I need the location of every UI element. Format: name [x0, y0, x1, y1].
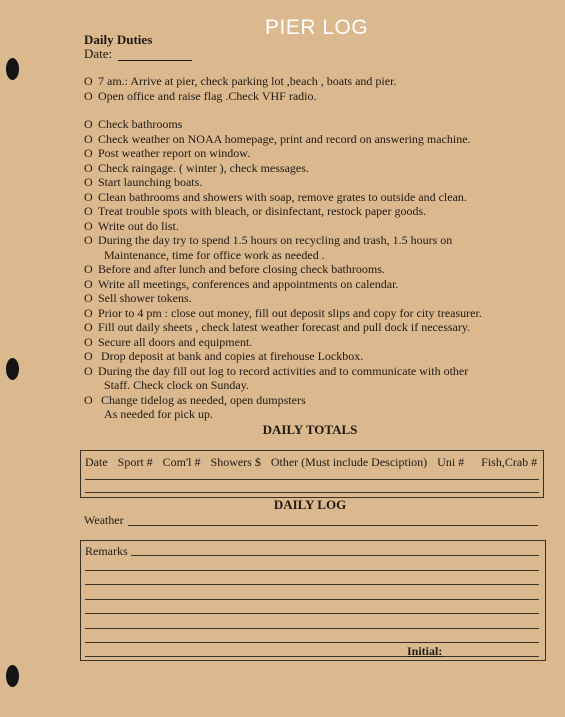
binder-hole — [6, 665, 19, 687]
daily-log-title: DAILY LOG — [273, 497, 347, 512]
remarks-line[interactable] — [85, 628, 539, 629]
duty-item: O Start launching boats. — [84, 175, 203, 189]
checkbox-circle[interactable]: O — [84, 305, 93, 320]
checkbox-circle[interactable]: O — [84, 146, 93, 160]
checkbox-circle[interactable]: O — [84, 334, 93, 349]
duty-item: O Open office and raise flag .Check VHF radio. — [84, 88, 317, 103]
checkbox-circle[interactable]: O — [84, 88, 93, 103]
duty-item: O During the day try to spend 1.5 hours on recycling and trash, 1.5 hours on Maintenance, time for office work as needed . — [84, 233, 453, 262]
weather-label: Weather — [84, 513, 124, 527]
duty-item: O Check raingage. ( winter ), check messages. — [84, 160, 309, 175]
column-uni: Uni # — [437, 455, 465, 469]
column-other: Other (Must include Desciption) — [270, 455, 428, 469]
remarks-line[interactable] — [85, 656, 539, 657]
duty-item: O Fill out daily sheets , check latest weather forecast and pull dock if necessary. — [84, 320, 471, 334]
duty-item: O Before and after lunch and before closing check bathrooms. — [84, 262, 385, 276]
duty-item: O Change tidelog as needed, open dumpsters As needed for pick up. — [84, 392, 306, 421]
duty-item: O Treat trouble spots with bleach, or disinfectant, restock paper goods. — [84, 204, 427, 218]
checkbox-circle[interactable]: O — [84, 131, 93, 146]
duties-title: Daily Duties — [84, 32, 153, 47]
checkbox-circle[interactable]: O — [84, 175, 93, 189]
checkbox-circle[interactable]: O — [84, 160, 93, 175]
date-field-line[interactable] — [118, 60, 192, 61]
binder-hole — [6, 358, 19, 380]
totals-entry-line[interactable] — [85, 492, 539, 493]
checkbox-circle[interactable]: O — [84, 262, 93, 276]
initial-label: Initial: — [407, 644, 443, 658]
duty-item: O Check weather on NOAA homepage, print and record on answering machine. — [84, 131, 471, 146]
column-showers: Showers $ — [210, 455, 261, 469]
checkbox-circle[interactable]: O — [84, 204, 93, 218]
daily-totals-box — [80, 450, 544, 498]
remarks-line[interactable] — [85, 642, 539, 643]
duties-list — [84, 74, 544, 422]
checkbox-circle[interactable]: O — [84, 392, 93, 407]
checkbox-circle[interactable]: O — [84, 363, 93, 378]
checkbox-circle[interactable]: O — [84, 189, 93, 204]
remarks-line[interactable] — [131, 555, 539, 556]
duty-item: O 7 am.: Arrive at pier, check parking lot ,beach , boats and pier. — [84, 74, 397, 88]
remarks-line[interactable] — [85, 599, 539, 600]
remarks-line[interactable] — [85, 584, 539, 585]
checkbox-circle[interactable]: O — [84, 291, 93, 305]
binder-hole — [6, 58, 19, 80]
checkbox-circle[interactable]: O — [84, 218, 93, 233]
checkbox-circle[interactable]: O — [84, 349, 93, 363]
checkbox-circle[interactable]: O — [84, 233, 93, 247]
remarks-label: Remarks — [85, 544, 128, 558]
remarks-line[interactable] — [85, 613, 539, 614]
column-date: Date — [85, 455, 108, 469]
column-sport: Sport # — [117, 455, 153, 469]
duty-item: O Post weather report on window. — [84, 146, 251, 160]
duty-item: O Clean bathrooms and showers with soap, remove grates to outside and clean. — [84, 189, 467, 204]
column-fish-crab: Fish,Crab # — [481, 455, 538, 469]
duty-item: O Write out do list. — [84, 218, 179, 233]
duty-item: O Sell shower tokens. — [84, 291, 192, 305]
duty-item: O Check bathrooms — [84, 117, 183, 131]
duty-item: O During the day fill out log to record activities and to communicate with other Staff. Check clock on Sunday. — [84, 363, 469, 392]
weather-field-line[interactable] — [128, 525, 538, 526]
remarks-box — [80, 540, 546, 661]
checkbox-circle[interactable]: O — [84, 276, 93, 291]
totals-entry-line[interactable] — [85, 479, 539, 480]
duty-item: O Prior to 4 pm : close out money, fill out deposit slips and copy for city treasurer. — [84, 305, 482, 320]
remarks-line[interactable] — [85, 570, 539, 571]
checkbox-circle[interactable]: O — [84, 74, 93, 88]
checkbox-circle[interactable]: O — [84, 117, 93, 131]
duty-item: O Write all meetings, conferences and appointments on calendar. — [84, 276, 399, 291]
duty-item: O Drop deposit at bank and copies at firehouse Lockbox. — [84, 349, 364, 363]
daily-totals-title: DAILY TOTALS — [262, 422, 358, 437]
duty-item: O Secure all doors and equipment. — [84, 334, 253, 349]
date-label: Date: — [84, 46, 113, 61]
column-coml: Com'l # — [162, 455, 201, 469]
page-title: PIER LOG — [265, 16, 369, 39]
checkbox-circle[interactable]: O — [84, 320, 93, 334]
totals-header-row — [85, 455, 537, 470]
